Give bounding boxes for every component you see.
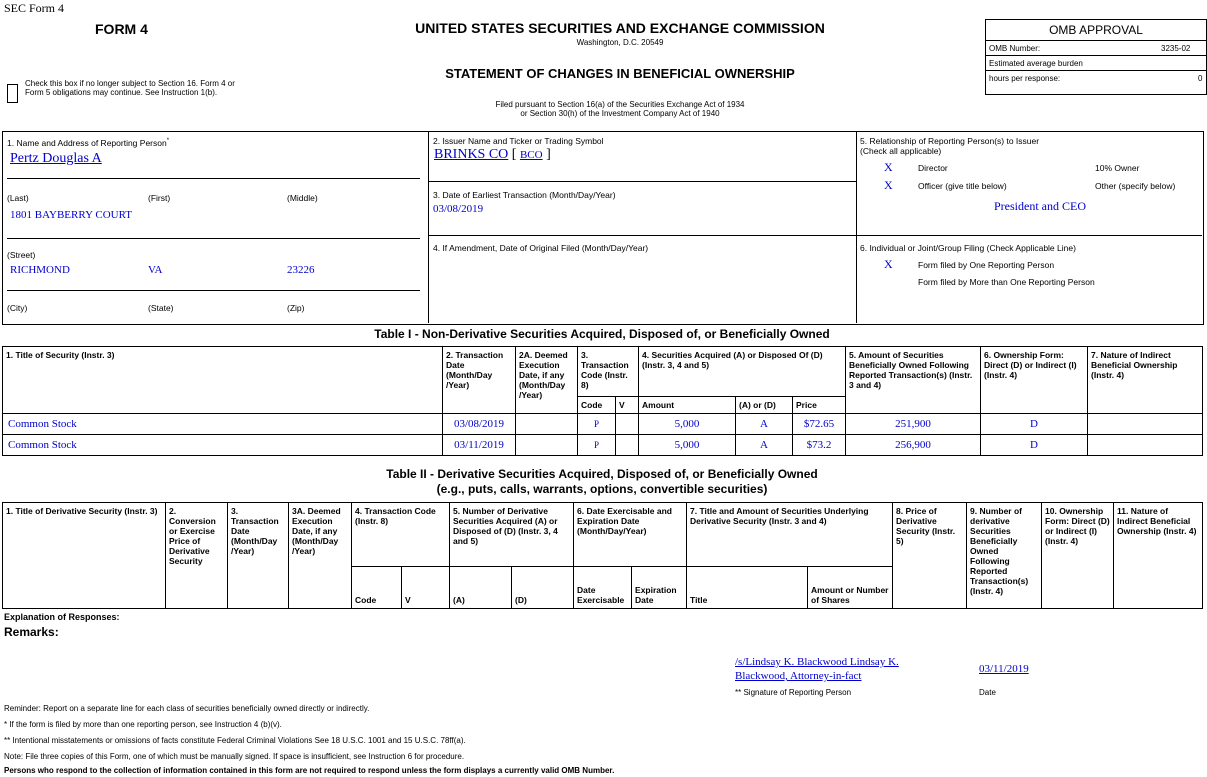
t1-r0-owned: 251,900: [846, 414, 981, 435]
t1-r1-amount: 5,000: [639, 435, 736, 456]
t2-h-form: 10. Ownership Form: Direct (D) or Indirect (I) (Instr. 4): [1042, 503, 1114, 609]
t1-r1-date: 03/11/2019: [443, 435, 516, 456]
t1-r0-form: D: [981, 414, 1088, 435]
table2: [2, 502, 1203, 609]
state-value: VA: [148, 264, 163, 276]
t2-h-amount-shares: Amount or Number of Shares: [808, 567, 893, 609]
filed-pursuant-1: Filed pursuant to Section 16(a) of the Securities Exchange Act of 1934: [495, 100, 745, 109]
omb-number-label: OMB Number:: [989, 44, 1041, 53]
street-value: 1801 BAYBERRY COURT: [10, 209, 132, 221]
t2-h-code: 4. Transaction Code (Instr. 8): [352, 503, 450, 567]
issuer-name[interactable]: BRINKS CO: [434, 147, 509, 162]
omb-burden-label: Estimated average burden: [989, 59, 1083, 68]
box2-label: 2. Issuer Name and Ticker or Trading Symbol: [433, 136, 604, 146]
signature[interactable]: /s/Lindsay K. Blackwood Lindsay K. Blackwood, Attorney-in-fact: [735, 656, 899, 682]
t1-h-amount: Amount: [639, 397, 736, 414]
t1-r0-ad: A: [736, 414, 793, 435]
t2-h-code-sub: Code: [352, 567, 402, 609]
omb-number-value: 3235-02: [1161, 44, 1191, 53]
t1-h-code: 3. Transaction Code (Instr. 8): [578, 347, 639, 397]
t1-r1-form: D: [981, 435, 1088, 456]
t1-r1-owned: 256,900: [846, 435, 981, 456]
box1-label: 1. Name and Address of Reporting Person*: [7, 138, 170, 148]
officer-title: President and CEO: [994, 199, 1086, 213]
t2-h-nature: 11. Nature of Indirect Beneficial Ownership (Instr. 4): [1114, 503, 1203, 609]
t1-h-code-sub: Code: [578, 397, 616, 414]
t1-h-price: Price: [793, 397, 846, 414]
first-label: (First): [148, 193, 171, 203]
table-row: [3, 435, 1203, 456]
check-all-label: (Check all applicable): [860, 146, 942, 156]
date-label: Date: [979, 688, 996, 697]
note-reminder: Reminder: Report on a separate line for each class of securities beneficially owned directly or indirectly.: [4, 704, 370, 713]
t1-h-title: 1. Title of Security (Instr. 3): [3, 347, 443, 414]
ten-pct-owner-label: 10% Owner: [1095, 163, 1140, 173]
earliest-transaction-date: 03/08/2019: [433, 203, 484, 215]
issuer-ticker[interactable]: BCO: [519, 149, 543, 161]
t1-h-date: 2. Transaction Date (Month/Day /Year): [443, 347, 516, 414]
t2-h-title: 1. Title of Derivative Security (Instr. 3): [3, 503, 166, 609]
t1-h-owned: 5. Amount of Securities Beneficially Owned Following Reported Transaction(s) (Instr. 3 and 4): [846, 347, 981, 414]
street-label: (Street): [7, 250, 36, 260]
t2-h-deemed: 3A. Deemed Execution Date, if any (Month/Day /Year): [289, 503, 352, 609]
t1-r0-date: 03/08/2019: [443, 414, 516, 435]
last-label: (Last): [7, 193, 29, 203]
t2-h-d: (D): [512, 567, 574, 609]
filed-pursuant-2: or Section 30(h) of the Investment Company Act of 1940: [520, 109, 720, 118]
state-label: (State): [148, 303, 174, 313]
explanation-label: Explanation of Responses:: [4, 612, 120, 622]
officer-x: X: [884, 178, 893, 192]
t1-h-aord: (A) or (D): [736, 397, 793, 414]
note-multiple: * If the form is filed by more than one reporting person, see Instruction 4 (b)(v).: [4, 720, 282, 729]
t2-h-v: V: [402, 567, 450, 609]
box6-label: 6. Individual or Joint/Group Filing (Check Applicable Line): [860, 243, 1076, 253]
city-label: (City): [7, 303, 28, 313]
note-copies: Note: File three copies of this Form, one of which must be manually signed. If space is insufficient, see Instruction 6 for procedure.: [4, 752, 465, 761]
t2-h-underlying: 7. Title and Amount of Securities Underlying Derivative Security (Instr. 3 and 4): [687, 503, 893, 567]
t1-h-form: 6. Ownership Form: Direct (D) or Indirect (I) (Instr. 4): [981, 347, 1088, 414]
t2-h-exercisable: 6. Date Exercisable and Expiration Date (Month/Day/Year): [574, 503, 687, 567]
officer-label: Officer (give title below): [918, 181, 1007, 191]
signature-label: ** Signature of Reporting Person: [735, 688, 852, 697]
omb-hours-label: hours per response:: [989, 74, 1061, 83]
form-title: FORM 4: [95, 21, 148, 37]
t2-h-a: (A): [450, 567, 512, 609]
t1-h-acquired: 4. Securities Acquired (A) or Disposed Of (D) (Instr. 3, 4 and 5): [639, 347, 846, 397]
middle-label: (Middle): [287, 193, 318, 203]
reporting-section: [2, 131, 1204, 325]
issuer-line: BRINKS CO [ BCO ]: [434, 147, 551, 162]
section16-checkbox[interactable]: [7, 84, 18, 103]
table2-title: Table II - Derivative Securities Acquired, Disposed of, or Beneficially Owned: [386, 467, 818, 481]
more-person-label: Form filed by More than One Reporting Person: [918, 277, 1095, 287]
omb-approval-box: [985, 19, 1207, 95]
t2-h-title-sub: Title: [687, 567, 808, 609]
other-label: Other (specify below): [1095, 181, 1176, 191]
zip-value: 23226: [287, 264, 315, 276]
t1-r1-ad: A: [736, 435, 793, 456]
statement-title: STATEMENT OF CHANGES IN BENEFICIAL OWNERSHIP: [445, 66, 795, 81]
t2-h-price: 2. Conversion or Exercise Price of Derivative Security: [166, 503, 228, 609]
table2-subtitle: (e.g., puts, calls, warrants, options, convertible securities): [436, 482, 768, 496]
box3-label: 3. Date of Earliest Transaction (Month/Day/Year): [433, 190, 616, 200]
t1-r0-amount: 5,000: [639, 414, 736, 435]
one-person-label: Form filed by One Reporting Person: [918, 260, 1055, 270]
reporting-person-name[interactable]: Pertz Douglas A: [10, 151, 102, 166]
table1-title: Table I - Non-Derivative Securities Acquired, Disposed of, or Beneficially Owned: [374, 327, 830, 341]
t2-h-number: 5. Number of Derivative Securities Acquired (A) or Disposed of (D) (Instr. 3, 4 and 5): [450, 503, 574, 567]
director-x: X: [884, 160, 893, 174]
t1-r1-price: $73.2: [793, 435, 846, 456]
one-person-x: X: [884, 257, 893, 271]
box5-label: 5. Relationship of Reporting Person(s) to Issuer: [860, 136, 1040, 146]
t1-r1-title: Common Stock: [3, 435, 443, 456]
note-omb: Persons who respond to the collection of information contained in this form are not required to respond unless the form displays a currently valid OMB Number.: [4, 766, 615, 775]
remarks-label: Remarks:: [4, 625, 59, 639]
t1-h-nature: 7. Nature of Indirect Beneficial Ownership (Instr. 4): [1088, 347, 1203, 414]
t1-r0-price: $72.65: [793, 414, 846, 435]
t1-h-v: V: [616, 397, 639, 414]
signature-date: 03/11/2019: [979, 663, 1029, 675]
note-misstatements: ** Intentional misstatements or omissions of facts constitute Federal Criminal Violations See 18 U.S.C. 1001 and 15 U.S.C. 78ff(a).: [4, 736, 466, 745]
box4-label: 4. If Amendment, Date of Original Filed (Month/Day/Year): [433, 243, 649, 253]
t1-r0-title: Common Stock: [3, 414, 443, 435]
t2-h-date: 3. Transaction Date (Month/Day /Year): [228, 503, 289, 609]
t2-h-date-ex: Date Exercisable: [574, 567, 632, 609]
sec-form-label: SEC Form 4: [4, 1, 65, 15]
table1: [2, 346, 1203, 456]
omb-hours-value: 0: [1198, 74, 1203, 83]
city-value: RICHMOND: [10, 264, 70, 276]
omb-title: OMB APPROVAL: [986, 20, 1206, 41]
zip-label: (Zip): [287, 303, 305, 313]
t1-h-deemed: 2A. Deemed Execution Date, if any (Month/Day /Year): [516, 347, 578, 414]
t2-h-number-owned: 9. Number of derivative Securities Beneficially Owned Following Reported Transaction(s) (Instr. 4): [967, 503, 1042, 609]
location: Washington, D.C. 20549: [576, 38, 664, 47]
table-row: [3, 414, 1203, 435]
director-label: Director: [918, 163, 948, 173]
t2-h-exp: Expiration Date: [632, 567, 687, 609]
t2-h-deriv-price: 8. Price of Derivative Security (Instr. 5): [893, 503, 967, 609]
t1-r0-code: P: [578, 414, 616, 435]
section16-text: Check this box if no longer subject to Section 16. Form 4 or Form 5 obligations may continue. See Instruction 1(b).: [25, 79, 235, 97]
commission-title: UNITED STATES SECURITIES AND EXCHANGE COMMISSION: [415, 20, 825, 36]
t1-r1-code: P: [578, 435, 616, 456]
